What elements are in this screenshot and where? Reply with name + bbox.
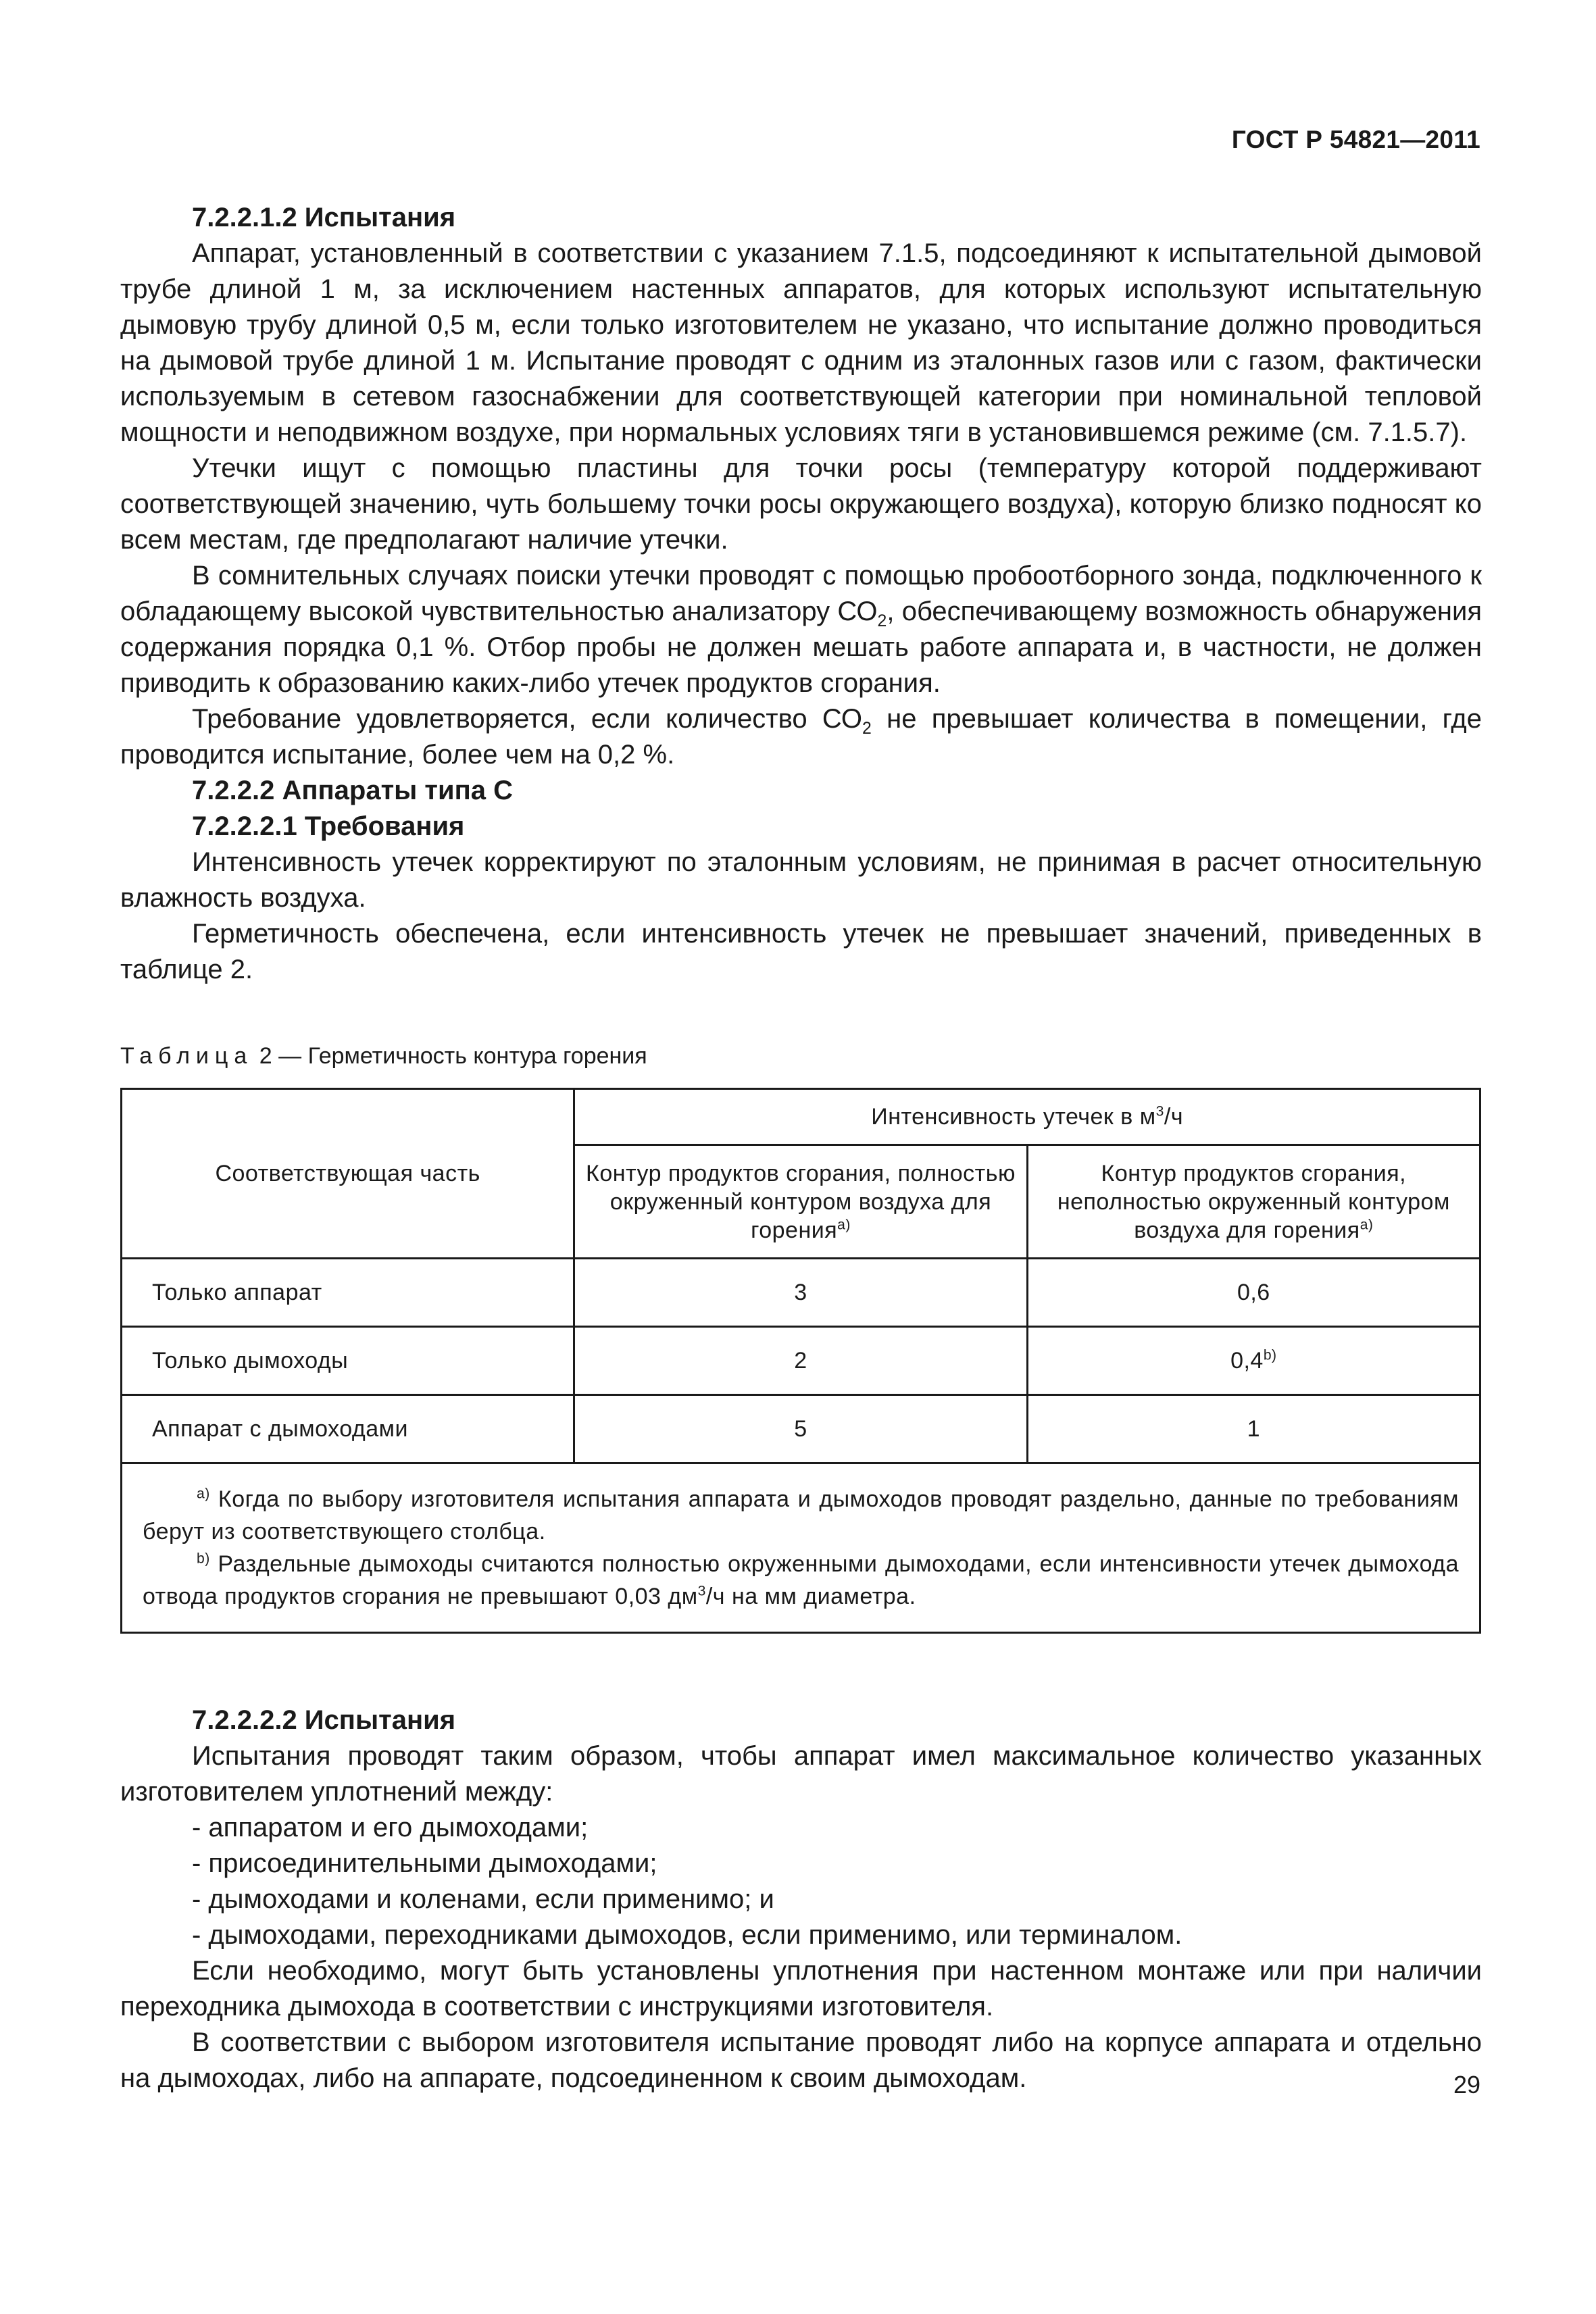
superscript: b) <box>197 1551 210 1567</box>
text-span: В сомнительных случаях поиски утечки проводят с помощью пробоотборного зонда, подключенного к обладающему высокой чувствительностью анализатору СО <box>120 561 1482 626</box>
section-7-2-2-1-2 <box>120 200 1482 988</box>
header-cell-full-contour <box>574 1145 1027 1259</box>
table-note-a <box>143 1483 1459 1548</box>
list-item: - аппаратом и его дымоходами; <box>192 1813 589 1842</box>
paragraph <box>120 701 1482 773</box>
table-notes-cell <box>122 1463 1480 1633</box>
superscript: 3 <box>1155 1103 1164 1120</box>
subscript: 2 <box>877 612 887 630</box>
paragraph: Если необходимо, могут быть установлены уплотнения при настенном монтаже или при наличии переходника дымохода в соответствии с инструкциями изготовителя. <box>120 1956 1482 2021</box>
cell-partial <box>1027 1395 1480 1463</box>
table-caption <box>120 1043 647 1070</box>
text-span: Контур продуктов сгорания, неполностью окруженный контуром воздуха для горения <box>1057 1160 1450 1243</box>
cell-partial <box>1027 1327 1480 1395</box>
page-number: 29 <box>1453 2071 1480 2098</box>
standard-number-header: ГОСТ Р 54821—2011 <box>1231 126 1480 153</box>
cell-part: Аппарат с дымоходами <box>122 1395 574 1463</box>
list-item: - дымоходами и коленами, если применимо; и <box>192 1884 774 1914</box>
text-span: Интенсивность утечек в м <box>871 1103 1156 1130</box>
header-cell-intensity <box>574 1089 1480 1145</box>
header-cell-part: Соответствующая часть <box>122 1089 574 1259</box>
text-span: 0,6 <box>1237 1279 1270 1305</box>
superscript: a) <box>197 1486 210 1502</box>
text-span: Контур продуктов сгорания, полностью окруженный контуром воздуха для горения <box>586 1160 1016 1243</box>
text-span: Когда по выбору изготовителя испытания аппарата и дымоходов проводят раздельно, данные по требованиям берут из соответствующего столбца. <box>143 1486 1459 1544</box>
section-heading: 7.2.2.2.2 Испытания <box>192 1705 456 1735</box>
table-notes-row <box>122 1463 1480 1633</box>
superscript: 3 <box>697 1583 706 1599</box>
cell-full: 2 <box>574 1327 1027 1395</box>
paragraph: Интенсивность утечек корректируют по эталонным условиям, не принимая в расчет относительную влажность воздуха. <box>120 847 1482 913</box>
list-item: - дымоходами, переходниками дымоходов, если применимо, или терминалом. <box>192 1920 1182 1950</box>
paragraph <box>120 558 1482 701</box>
superscript: b) <box>1263 1347 1277 1363</box>
cell-part: Только дымоходы <box>122 1327 574 1395</box>
cell-full: 3 <box>574 1259 1027 1327</box>
subscript: 2 <box>862 720 872 738</box>
table-row <box>122 1259 1480 1327</box>
section-heading: 7.2.2.1.2 Испытания <box>192 203 456 232</box>
table-note-b <box>143 1548 1459 1613</box>
section-7-2-2-2-2 <box>120 1703 1482 2096</box>
paragraph: Аппарат, установленный в соответствии с указанием 7.1.5, подсоединяют к испытательной дымовой трубе длиной 1 м, за исключением настенных аппаратов, для которых используют испытательную дымовую трубу длиной 0,5 м, если только изготовителем не указано, что испытание должно проводиться на дымовой трубе длиной 1 м. Испытание проводят с одним из эталонных газов или с газом, фактически используемым в сетевом газоснабжении для соответствующей категории при номинальной тепловой мощности и неподвижном воздухе, при нормальных условиях тяги в установившемся режиме (см. 7.1.5.7). <box>120 238 1482 447</box>
text-span: Раздельные дымоходы считаются полностью окруженными дымоходами, если интенсивности утечек дымохода отвода продуктов сгорания не превышают 0,03 дм <box>143 1551 1459 1609</box>
superscript: a) <box>837 1217 851 1233</box>
table-caption-title: 2 — Герметичность контура горения <box>259 1043 647 1069</box>
text-span: Требование удовлетворяется, если количество СО <box>192 704 863 734</box>
paragraph: Герметичность обеспечена, если интенсивность утечек не превышает значений, приведенных в таблице 2. <box>120 919 1482 984</box>
paragraph: Испытания проводят таким образом, чтобы аппарат имел максимальное количество указанных изготовителем уплотнений между: <box>120 1741 1482 1807</box>
table-caption-word: Таблица <box>120 1043 253 1069</box>
header-cell-partial-contour <box>1027 1145 1480 1259</box>
table-row <box>122 1395 1480 1463</box>
text-span: не превышает количества в помещении, где проводится испытание, более чем на 0,2 %. <box>120 704 1482 770</box>
text-span: /ч <box>1164 1103 1184 1130</box>
table-header-row <box>122 1089 1480 1145</box>
paragraph: В соответствии с выбором изготовителя испытание проводят либо на корпусе аппарата и отдельно на дымоходах, либо на аппарате, подсоединенном к своим дымоходам. <box>120 2028 1482 2093</box>
table-row <box>122 1327 1480 1395</box>
section-heading: 7.2.2.2.1 Требования <box>192 811 465 841</box>
leak-table <box>120 1088 1481 1634</box>
section-heading: 7.2.2.2 Аппараты типа С <box>192 776 514 805</box>
cell-partial <box>1027 1259 1480 1327</box>
leak-table-wrapper <box>120 1088 1481 1634</box>
cell-part: Только аппарат <box>122 1259 574 1327</box>
text-span: , обеспечивающему возможность обнаружения содержания порядка 0,1 %. Отбор пробы не должен мешать работе аппарата и, в частности, не должен приводить к образованию каких-либо утечек продуктов сгорания. <box>120 597 1482 698</box>
list-item: - присоединительными дымоходами; <box>192 1848 657 1878</box>
paragraph: Утечки ищут с помощью пластины для точки росы (температуру которой поддерживают соответствующей значению, чуть большему точки росы окружающего воздуха), которую близко подносят ко всем местам, где предполагают наличие утечки. <box>120 453 1482 555</box>
text-span: 0,4 <box>1230 1347 1264 1374</box>
superscript: a) <box>1360 1217 1374 1233</box>
text-span: 1 <box>1247 1415 1261 1442</box>
text-span: /ч на мм диаметра. <box>705 1584 916 1609</box>
cell-full: 5 <box>574 1395 1027 1463</box>
